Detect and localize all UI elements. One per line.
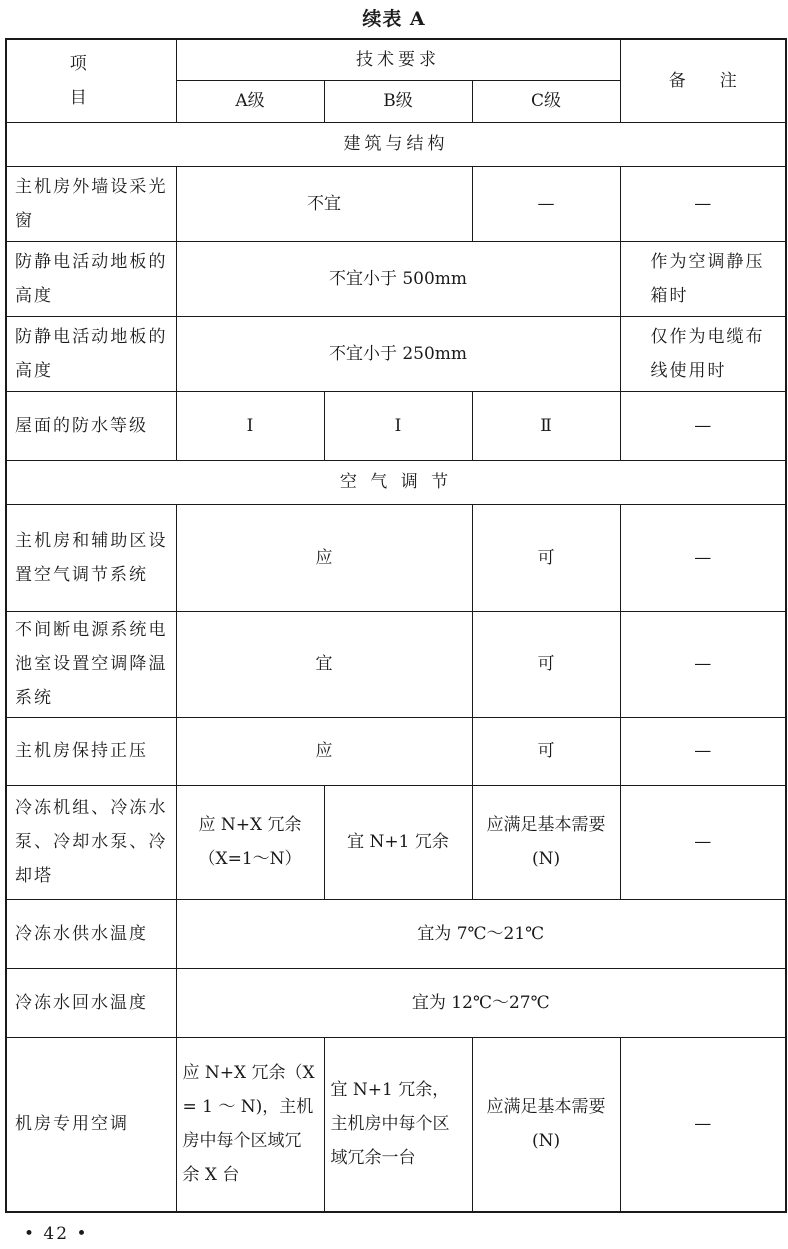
row-item: 冷冻水供水温度 (6, 899, 176, 968)
row-item: 屋面的防水等级 (6, 391, 176, 460)
table-row (6, 391, 786, 460)
row-grade-c: 可 (472, 717, 620, 785)
section-building: 建筑与结构 (6, 122, 786, 166)
row-item: 不间断电源系统电池室设置空调降温系统 (6, 611, 176, 717)
table-row (6, 899, 786, 968)
header-grade-b: B级 (324, 80, 472, 122)
table-row (6, 504, 786, 611)
header-grade-c: C级 (472, 80, 620, 122)
row-item: 防静电活动地板的高度 (6, 316, 176, 391)
table-row (6, 611, 786, 717)
row-grade-ab: 宜 (176, 611, 472, 717)
row-item: 防静电活动地板的高度 (6, 241, 176, 316)
row-grade-c: 可 (472, 504, 620, 611)
table-row (6, 316, 786, 391)
row-grade-b: Ⅰ (324, 391, 472, 460)
row-note: — (620, 166, 786, 241)
row-note: — (620, 391, 786, 460)
header-item: 项 目 (6, 39, 176, 122)
row-note: — (620, 717, 786, 785)
row-note: — (620, 1037, 786, 1212)
row-item: 冷冻机组、冷冻水泵、冷却水泵、冷却塔 (6, 785, 176, 899)
row-grade-c: 应满足基本需要(N) (472, 785, 620, 899)
row-item: 主机房保持正压 (6, 717, 176, 785)
row-grade-ab: 不宜 (176, 166, 472, 241)
row-grade-a: Ⅰ (176, 391, 324, 460)
table-title: 续表 A (362, 8, 426, 30)
page-number: • 42 • (24, 1224, 89, 1244)
row-grade-c: — (472, 166, 620, 241)
row-grade-b: 宜 N+1 冗余 (324, 785, 472, 899)
table-row (6, 166, 786, 241)
table-row (6, 241, 786, 316)
row-grade-abc: 不宜小于 500mm (176, 241, 620, 316)
row-grade-c: 可 (472, 611, 620, 717)
row-note: — (620, 504, 786, 611)
row-grade-ab: 应 (176, 717, 472, 785)
header-note: 备 注 (620, 39, 786, 122)
row-note: 仅作为电缆布线使用时 (620, 316, 786, 391)
table-row (6, 785, 786, 899)
row-grade-b: 宜 N+1 冗余，主机房中每个区域冗余一台 (324, 1037, 472, 1212)
header-grade-a: A级 (176, 80, 324, 122)
row-grade-all: 宜为 7℃～21℃ (176, 899, 786, 968)
row-grade-abc: 不宜小于 250mm (176, 316, 620, 391)
row-item: 冷冻水回水温度 (6, 968, 176, 1037)
spec-table (5, 38, 787, 1213)
table-row (6, 717, 786, 785)
section-row (6, 460, 786, 504)
section-row (6, 122, 786, 166)
row-note: 作为空调静压箱时 (620, 241, 786, 316)
section-hvac: 空 气 调 节 (6, 460, 786, 504)
table-row (6, 1037, 786, 1212)
row-note: — (620, 785, 786, 899)
row-grade-c: Ⅱ (472, 391, 620, 460)
row-item: 主机房外墙设采光窗 (6, 166, 176, 241)
row-grade-all: 宜为 12℃～27℃ (176, 968, 786, 1037)
header-row-1 (6, 39, 786, 80)
row-grade-c: 应满足基本需要(N) (472, 1037, 620, 1212)
row-grade-a: 应 N+X 冗余（X = 1 ～ N)，主机房中每个区域冗余 X 台 (176, 1037, 324, 1212)
row-grade-ab: 应 (176, 504, 472, 611)
header-tech: 技术要求 (176, 39, 620, 80)
row-note: — (620, 611, 786, 717)
row-item: 机房专用空调 (6, 1037, 176, 1212)
row-grade-a: 应 N+X 冗余（X=1～N） (176, 785, 324, 899)
row-item: 主机房和辅助区设置空气调节系统 (6, 504, 176, 611)
table-row (6, 968, 786, 1037)
